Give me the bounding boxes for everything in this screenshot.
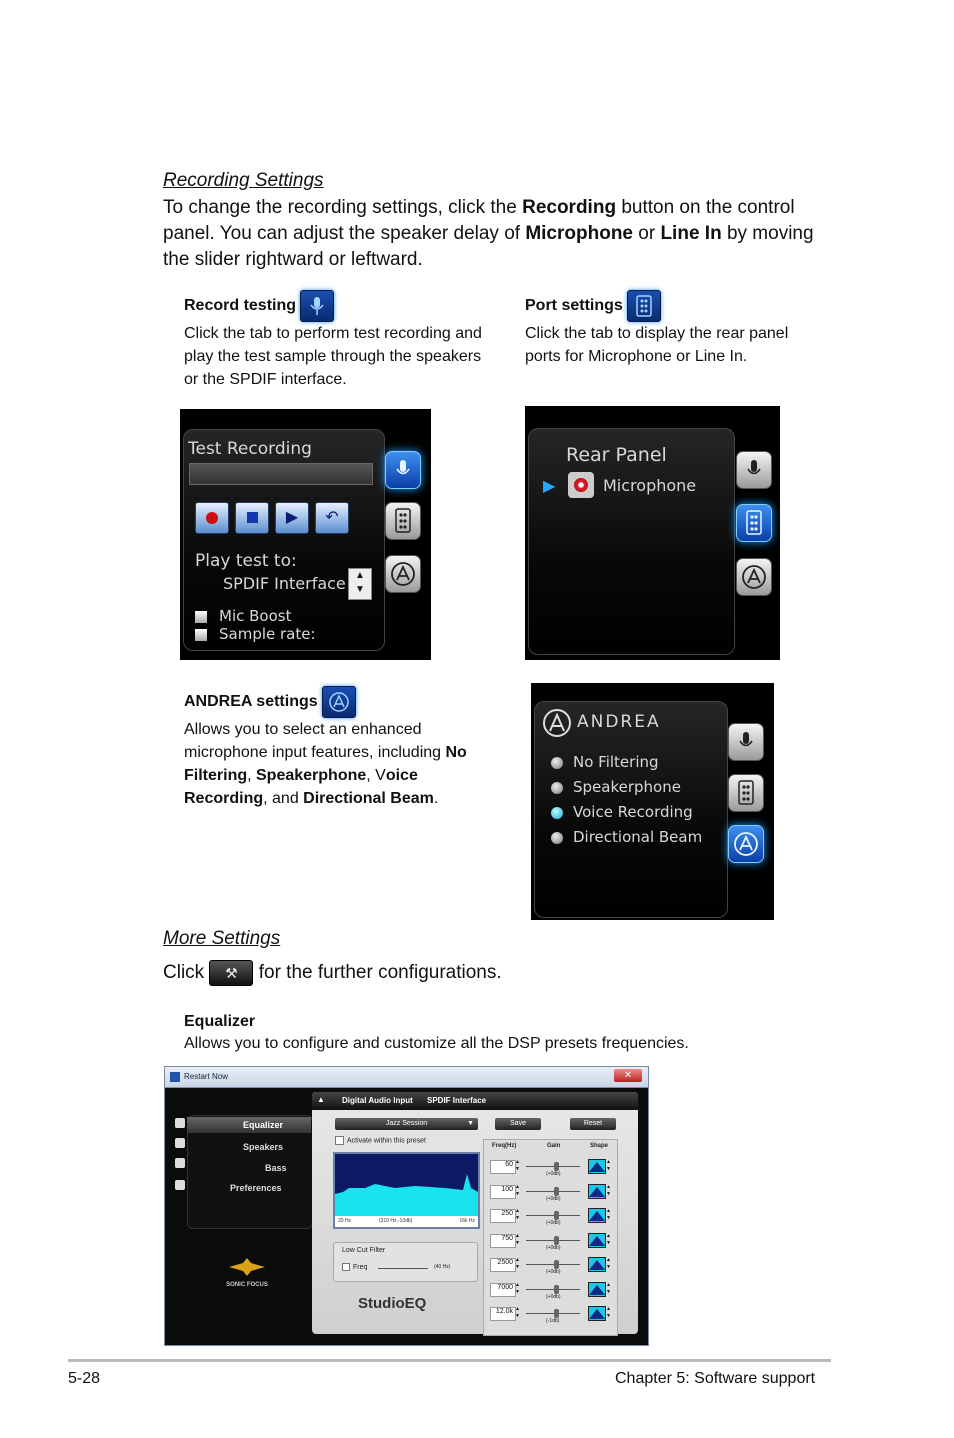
band-freq-stepper[interactable] (515, 1208, 520, 1222)
test-recording-title: Test Recording (188, 439, 312, 459)
intro-bold-line-in: Line In (660, 223, 722, 244)
low-cut-freq-label: Freq (353, 1263, 368, 1271)
chevron-down-icon: ▼ (606, 1166, 611, 1172)
play-icon: ▶ (285, 509, 299, 526)
chevron-down-icon: ▼ (467, 1120, 474, 1127)
low-cut-row (342, 1263, 367, 1271)
chevron-up-icon: ▲ (515, 1306, 520, 1312)
reset-button[interactable]: Reset (570, 1118, 616, 1130)
low-cut-checkbox[interactable] (342, 1263, 350, 1271)
more-settings-line (163, 960, 502, 986)
chevron-down-icon: ▼ (606, 1264, 611, 1270)
click-text: Click (163, 962, 205, 984)
low-cut-slider[interactable] (378, 1268, 428, 1269)
equalizer-title: Equalizer (184, 1013, 256, 1030)
col-freq-header: Freq(Hz) (492, 1143, 517, 1149)
band-row (484, 1181, 617, 1205)
band-shape-stepper[interactable] (606, 1306, 611, 1320)
recording-tab-ports[interactable] (385, 502, 421, 540)
andrea-option-directional-beam[interactable] (551, 828, 702, 846)
band-freq-stepper[interactable] (515, 1306, 520, 1320)
undo-icon: ↶ (325, 509, 339, 526)
band-shape-button[interactable] (588, 1233, 606, 1248)
intro-bold-microphone: Microphone (525, 223, 633, 244)
equalizer-text: Allows you to configure and customize all the DSP presets frequencies. (184, 1035, 689, 1052)
nav-tab-speakers[interactable]: Speakers (243, 1142, 284, 1152)
low-cut-title: Low Cut Filter (342, 1247, 386, 1254)
mic-boost-label: Mic Boost (219, 607, 292, 625)
port-panel-icon (729, 775, 763, 811)
page-number: 5-28 (68, 1370, 101, 1387)
port-settings-title-row (525, 290, 661, 322)
chevron-up-icon: ▲ (606, 1159, 611, 1165)
band-freq-field[interactable]: 60 (490, 1160, 516, 1174)
sample-rate-checkbox[interactable] (195, 629, 207, 641)
chevron-up-icon: ▲ (606, 1183, 611, 1190)
microphone-icon (729, 724, 763, 760)
chevron-up-icon: ▲ (515, 1208, 520, 1214)
slider-handle[interactable] (554, 1309, 559, 1318)
tools-icon: ⚒ (225, 965, 238, 981)
port-panel-icon (737, 505, 771, 541)
chevron-up-icon: ▲ (355, 570, 365, 581)
andrea-bold-no-filtering: No Filtering (184, 744, 467, 784)
andrea-option-no-filtering[interactable] (551, 753, 659, 771)
save-button[interactable]: Save (495, 1118, 541, 1130)
band-shape-button[interactable] (588, 1257, 606, 1272)
andrea-title-row (184, 686, 356, 718)
nav-tab-equalizer[interactable]: Equalizer (243, 1120, 284, 1130)
nav-bullet-icon (175, 1138, 185, 1148)
band-freq-field[interactable]: 12.0k (490, 1307, 516, 1321)
chevron-up-icon: ▲ (606, 1257, 611, 1263)
andrea-option-label: Directional Beam (573, 828, 703, 846)
activate-label: Activate within this preset (347, 1137, 426, 1145)
chevron-down-icon: ▼ (515, 1288, 520, 1295)
andrea-panel (531, 683, 774, 920)
chevron-up-icon: ▲ (606, 1306, 611, 1312)
andrea-option-voice-recording[interactable] (551, 803, 693, 821)
andrea-tab-microphone[interactable] (728, 723, 764, 761)
chevron-down-icon: ▼ (606, 1239, 611, 1246)
record-testing-text: Click the tab to perform test recording and play the test sample through the speakers or the SPDIF interface. (184, 325, 482, 388)
peak-shape-icon (589, 1258, 605, 1271)
eq-source-label: Digital Audio Input (342, 1096, 413, 1105)
chevron-up-icon: ▲ (606, 1232, 611, 1239)
chevron-up-icon: ▲ (515, 1257, 520, 1263)
band-shape-button[interactable] (588, 1184, 606, 1199)
band-shape-stepper[interactable] (606, 1184, 611, 1198)
peak-shape-icon (589, 1307, 605, 1320)
slider-handle[interactable] (554, 1260, 559, 1269)
graph-label-mid: (310 Hz,-10db) (379, 1218, 413, 1224)
microphone-icon (386, 452, 420, 488)
play-button[interactable] (275, 502, 309, 534)
window-titlebar (165, 1067, 648, 1088)
equalizer-window (164, 1066, 649, 1346)
andrea-logo-icon (541, 707, 573, 739)
andrea-text-part: , V (366, 767, 386, 784)
chevron-down-icon: ▼ (606, 1190, 611, 1197)
port-panel-icon (386, 503, 420, 539)
radio-icon (551, 832, 563, 844)
ports-tab-andrea[interactable] (736, 558, 772, 596)
eq-graph-axis (335, 1216, 478, 1227)
andrea-option-label: No Filtering (573, 753, 659, 771)
band-gain-slider[interactable] (526, 1191, 580, 1192)
intro-bold-recording: Recording (522, 197, 617, 218)
band-gain-value: (+0db) (546, 1171, 561, 1177)
band-gain-value: (+0db) (546, 1293, 561, 1300)
sample-rate-row[interactable] (195, 625, 316, 643)
band-freq-stepper[interactable] (515, 1282, 520, 1296)
recording-tab-microphone[interactable] (385, 451, 421, 489)
band-freq-stepper[interactable] (515, 1257, 520, 1271)
peak-shape-icon (589, 1209, 605, 1222)
chevron-down-icon: ▼ (515, 1166, 520, 1172)
close-icon: ✕ (623, 1070, 633, 1081)
chevron-down-icon: ▼ (606, 1215, 611, 1221)
sonic-focus-text: SONIC FOCUS (226, 1282, 268, 1288)
band-shape-stepper[interactable] (606, 1257, 611, 1271)
band-row (484, 1230, 617, 1254)
recording-progress-bar (189, 463, 373, 485)
chevron-up-icon: ▲ (606, 1208, 611, 1214)
window-title: Restart Now (184, 1072, 229, 1081)
port-panel-icon (627, 290, 661, 322)
andrea-bold-speakerphone: Speakerphone (256, 767, 367, 784)
andrea-option-label: Voice Recording (573, 803, 693, 821)
activate-row[interactable] (335, 1136, 426, 1145)
band-shape-button[interactable] (588, 1282, 606, 1297)
record-testing-title-row (184, 290, 334, 322)
preset-value: Jazz Session (385, 1120, 428, 1127)
nav-tab-preferences[interactable]: Preferences (230, 1183, 282, 1193)
band-freq-field[interactable]: 750 (490, 1234, 516, 1248)
studioeq-logo: StudioEQ (358, 1295, 427, 1312)
chevron-down-icon: ▼ (355, 584, 365, 595)
output-stepper[interactable] (348, 568, 372, 600)
radio-selected-icon (551, 807, 563, 819)
andrea-tab-andrea[interactable] (728, 825, 764, 863)
peak-shape-icon (589, 1283, 605, 1296)
band-gain-value: (+0db) (546, 1195, 561, 1202)
nav-bullet-icon (175, 1118, 185, 1128)
band-shape-stepper[interactable] (606, 1282, 611, 1296)
chevron-down-icon: ▼ (515, 1215, 520, 1221)
radio-icon (551, 757, 563, 769)
rear-panel-panel (525, 406, 780, 660)
band-row (484, 1254, 617, 1278)
band-gain-slider[interactable] (526, 1313, 580, 1314)
andrea-icon (729, 826, 763, 862)
andrea-bold-directional-beam: Directional Beam (303, 790, 434, 807)
band-row (484, 1205, 617, 1229)
band-gain-slider[interactable] (526, 1289, 580, 1290)
band-gain-value: (+0db) (546, 1269, 561, 1275)
peak-shape-icon (589, 1160, 605, 1173)
chevron-up-icon: ▲ (515, 1232, 520, 1239)
rear-panel-port-microphone[interactable]: Microphone (603, 476, 697, 495)
ports-tab-ports[interactable] (736, 504, 772, 542)
footer-rule (68, 1359, 831, 1362)
nav-tab-bass[interactable]: Bass (265, 1163, 287, 1173)
record-testing-title: Record testing (184, 297, 297, 315)
peak-shape-icon (589, 1234, 605, 1247)
andrea-text (184, 718, 474, 810)
peak-shape-icon (589, 1185, 605, 1198)
andrea-text-part: Allows you to select an enhanced microphone input features, including (184, 721, 446, 761)
chevron-up-down-icon: ▲ (317, 1095, 325, 1104)
eq-source-bar (312, 1092, 638, 1110)
record-icon (206, 512, 218, 524)
microphone-jack-icon (568, 472, 594, 498)
undo-button[interactable] (315, 502, 349, 534)
chevron-up-icon: ▲ (515, 1183, 520, 1190)
band-freq-field[interactable]: 2500 (490, 1258, 516, 1272)
app-icon (170, 1072, 180, 1082)
andrea-bold-voice-recording: oice Recording (184, 767, 418, 807)
port-settings-text: Click the tab to display the rear panel ports for Microphone or Line In. (525, 325, 789, 365)
band-row (484, 1279, 617, 1303)
band-gain-value: (+0db) (546, 1220, 561, 1226)
close-button[interactable] (614, 1069, 642, 1082)
band-shape-stepper[interactable] (606, 1233, 611, 1247)
band-freq-field[interactable]: 250 (490, 1209, 516, 1223)
andrea-icon (322, 686, 356, 718)
eq-source-value[interactable]: SPDIF Interface (427, 1096, 487, 1105)
band-row (484, 1156, 617, 1180)
slider-handle[interactable] (554, 1285, 559, 1294)
chevron-down-icon: ▼ (515, 1239, 520, 1246)
band-gain-slider[interactable] (526, 1264, 580, 1265)
col-shape-header: Shape (590, 1143, 609, 1149)
band-shape-button[interactable] (588, 1306, 606, 1321)
graph-label-right: 16k Hz (459, 1218, 475, 1224)
mic-boost-checkbox[interactable] (195, 611, 207, 623)
andrea-logo-text: ANDREA (577, 712, 661, 732)
eq-graph (333, 1152, 480, 1229)
andrea-text-part: , and (263, 790, 304, 807)
band-row (484, 1303, 617, 1327)
play-test-value: SPDIF Interface (223, 574, 346, 593)
band-freq-stepper[interactable] (515, 1233, 520, 1247)
band-shape-stepper[interactable] (606, 1208, 611, 1222)
chevron-up-icon: ▲ (515, 1159, 520, 1165)
sonic-focus-logo-icon (227, 1257, 267, 1277)
chevron-up-icon: ▲ (606, 1281, 611, 1288)
chevron-down-icon: ▼ (515, 1190, 520, 1197)
rear-panel-title: Rear Panel (566, 444, 667, 466)
nav-bullet-icon (175, 1180, 185, 1190)
andrea-tab-ports[interactable] (728, 774, 764, 812)
andrea-option-speakerphone[interactable] (551, 778, 681, 796)
andrea-option-label: Speakerphone (573, 778, 681, 796)
band-shape-stepper[interactable] (606, 1159, 611, 1173)
chevron-down-icon: ▼ (515, 1313, 520, 1319)
mic-boost-row[interactable] (195, 607, 291, 625)
activate-checkbox[interactable] (335, 1136, 344, 1145)
test-recording-panel (180, 409, 431, 660)
andrea-text-part: . (433, 790, 439, 807)
band-table (483, 1139, 618, 1336)
band-freq-field[interactable]: 100 (490, 1185, 516, 1199)
andrea-icon (386, 556, 420, 592)
intro-text: or (633, 223, 661, 244)
andrea-text-part: , (247, 767, 256, 784)
slider-handle[interactable] (554, 1236, 559, 1245)
slider-handle[interactable] (554, 1162, 559, 1171)
low-cut-freq-value: (40 Hz) (434, 1264, 451, 1270)
tools-button[interactable] (209, 960, 253, 986)
band-gain-slider[interactable] (526, 1240, 580, 1241)
andrea-logo (541, 707, 661, 744)
section-heading-more-settings: More Settings (163, 928, 281, 949)
eq-curve (335, 1154, 478, 1216)
stop-icon (247, 512, 258, 523)
slider-handle[interactable] (554, 1211, 559, 1220)
graph-label-left: 20 Hz (338, 1218, 352, 1224)
selection-arrow-icon: ▶ (543, 478, 556, 495)
band-shape-button[interactable] (588, 1208, 606, 1223)
ports-tab-microphone[interactable] (736, 451, 772, 489)
band-freq-stepper[interactable] (515, 1159, 520, 1173)
chevron-down-icon: ▼ (606, 1288, 611, 1295)
record-button[interactable] (195, 502, 229, 534)
band-freq-field[interactable]: 7000 (490, 1283, 516, 1297)
intro-text: To change the recording settings, click the (163, 197, 523, 218)
band-shape-button[interactable] (588, 1159, 606, 1174)
chevron-up-icon: ▲ (515, 1281, 520, 1288)
band-gain-value: (+0db) (546, 1244, 561, 1251)
col-gain-header: Gain (547, 1143, 561, 1149)
band-freq-stepper[interactable] (515, 1184, 520, 1198)
sample-rate-label: Sample rate: (219, 625, 316, 643)
click-post-text: for the further configurations. (258, 962, 502, 984)
band-gain-value: (-1db) (546, 1318, 560, 1324)
andrea-icon (737, 559, 771, 595)
slider-handle[interactable] (554, 1187, 559, 1196)
chapter-title: Chapter 5: Software support (615, 1370, 816, 1387)
low-cut-box (333, 1242, 478, 1282)
stop-button[interactable] (235, 502, 269, 534)
recording-intro (163, 195, 843, 273)
port-settings-title: Port settings (525, 297, 623, 315)
chevron-down-icon: ▼ (515, 1264, 520, 1270)
radio-icon (551, 782, 563, 794)
microphone-icon (300, 290, 334, 322)
band-gain-slider[interactable] (526, 1215, 580, 1216)
intro-text: button on the control panel. You can adjust the speaker delay of (163, 197, 795, 244)
preset-select[interactable] (335, 1118, 478, 1130)
band-gain-slider[interactable] (526, 1166, 580, 1167)
play-test-label: Play test to: (195, 551, 297, 571)
microphone-icon (737, 452, 771, 488)
sonic-focus-logo (217, 1257, 277, 1288)
andrea-settings-title: ANDREA settings (184, 693, 318, 711)
section-heading-recording: Recording Settings (163, 170, 324, 191)
intro-text: by moving the slider rightward or leftward. (163, 223, 814, 270)
nav-bullet-icon (175, 1158, 185, 1168)
recording-tab-andrea[interactable] (385, 555, 421, 593)
chevron-down-icon: ▼ (606, 1313, 611, 1319)
